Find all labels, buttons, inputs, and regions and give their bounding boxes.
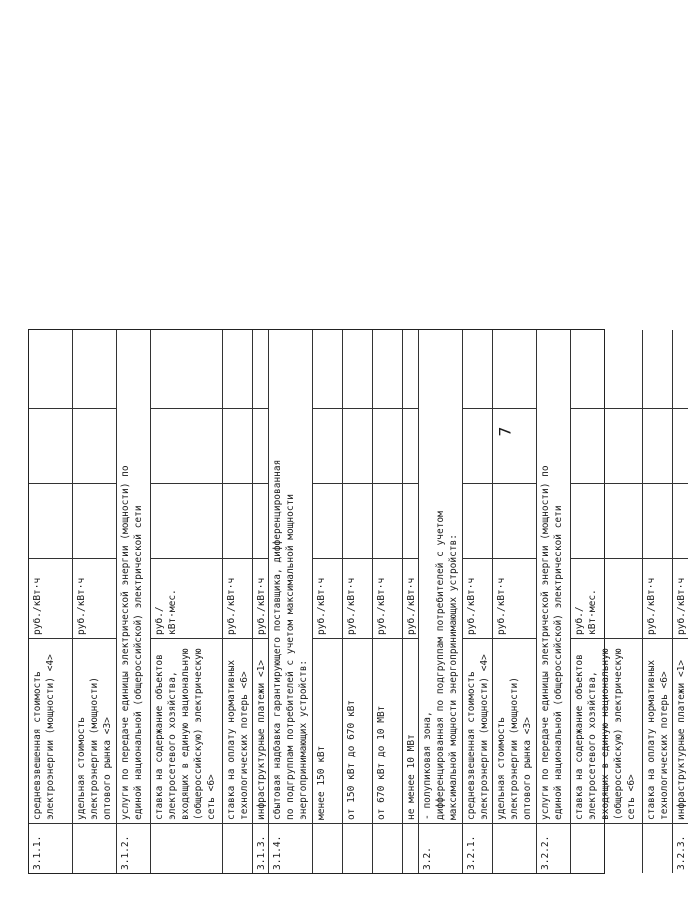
value-cell — [223, 330, 252, 408]
unit-cell: руб./кВт·ч — [463, 558, 492, 638]
section-heading: сбытовая надбавка гарантирующего поставщика, дифференцированная по подгруппам потребителей с учетом максимальной мощности энергопринимающих устройств: — [272, 459, 309, 820]
value-cell — [403, 483, 418, 558]
unit-cell: руб./кВт·ч — [223, 558, 252, 638]
value-cell — [313, 408, 342, 483]
page-number: 7 — [495, 426, 515, 437]
table-row — [673, 330, 688, 873]
table-row — [537, 330, 571, 873]
unit-cell: руб./ кВт·мес. — [571, 558, 642, 638]
section-heading: услуги по передаче единицы электрической энергии (мощности) по единой национальной (общероссийской) электрической сети — [120, 465, 144, 820]
value-cell — [223, 483, 252, 558]
indicator-name: средневзвешенная стоимость электроэнергии (мощности) <4> — [463, 638, 492, 823]
row-number — [373, 823, 402, 873]
unit-cell: руб./ кВт·мес. — [151, 558, 222, 638]
value-cell — [463, 408, 492, 483]
table-row — [223, 330, 253, 873]
row-number: 3.2.2. — [537, 823, 570, 873]
value-cell — [73, 408, 116, 483]
table-row — [493, 330, 537, 873]
row-number — [571, 823, 642, 873]
value-cell — [673, 330, 688, 408]
table-row — [253, 330, 269, 873]
indicator-name: не менее 10 МВт — [403, 638, 418, 823]
unit-cell: руб./кВт·ч — [253, 558, 268, 638]
value-cell — [571, 483, 642, 558]
indicator-name: ставка на оплату нормативных технологических потерь <6> — [223, 638, 252, 823]
indicator-name: от 150 кВт до 670 кВт — [343, 638, 372, 823]
value-cell — [373, 330, 402, 408]
row-number — [223, 823, 252, 873]
value-cell — [29, 483, 72, 558]
value-cell — [223, 408, 252, 483]
indicator-name: ставка на содержание объектов электросетевого хозяйства, входящих в единую национальную (общероссийскую) электрическую сеть <6> — [151, 638, 222, 823]
section-heading: - полупиковая зона, дифференцированная по подгруппам потребителей с учетом максимальной мощности энергопринимающих устройств: — [422, 511, 459, 820]
value-cell — [643, 330, 672, 408]
table-row — [463, 330, 493, 873]
row-number: 3.1.4. — [269, 823, 312, 873]
table-row — [373, 330, 403, 873]
value-cell — [151, 483, 222, 558]
table-row — [313, 330, 343, 873]
row-number — [493, 823, 536, 873]
value-cell — [493, 408, 536, 483]
value-cell — [463, 483, 492, 558]
indicator-name: от 670 кВт до 10 МВт — [373, 638, 402, 823]
row-number — [73, 823, 116, 873]
row-number — [343, 823, 372, 873]
indicator-name: удельная стоимость электроэнергии (мощности) оптового рынка <3> — [73, 638, 116, 823]
value-cell — [313, 483, 342, 558]
value-cell — [151, 408, 222, 483]
value-cell — [571, 330, 642, 408]
indicator-name: инфраструктурные платежи <1> — [253, 638, 268, 823]
tariff-table — [28, 329, 687, 874]
value-cell — [493, 330, 536, 408]
table-row — [73, 330, 117, 873]
table-row — [643, 330, 673, 873]
value-cell — [403, 330, 418, 408]
table-row — [29, 330, 73, 873]
value-cell — [403, 408, 418, 483]
unit-cell: руб./кВт·ч — [29, 558, 72, 638]
unit-cell: руб./кВт·ч — [673, 558, 688, 638]
value-cell — [571, 408, 642, 483]
unit-cell: руб./кВт·ч — [493, 558, 536, 638]
value-cell — [673, 483, 688, 558]
unit-cell: руб./кВт·ч — [73, 558, 116, 638]
section-heading: услуги по передаче единицы электрической энергии (мощности) по единой национальной (общероссийской) электрической сети — [540, 465, 564, 820]
row-number: 3.2.3. — [673, 823, 688, 873]
value-cell — [29, 330, 72, 408]
value-cell — [493, 483, 536, 558]
value-cell — [343, 330, 372, 408]
value-cell — [73, 483, 116, 558]
value-cell — [643, 483, 672, 558]
indicator-name: удельная стоимость электроэнергии (мощности) оптового рынка <3> — [493, 638, 536, 823]
indicator-name: средневзвешенная стоимость электроэнергии (мощности) <4> — [29, 638, 72, 823]
unit-cell: руб./кВт·ч — [403, 558, 418, 638]
row-number: 3.2. — [419, 823, 462, 873]
table-row — [571, 330, 643, 873]
unit-cell: руб./кВт·ч — [373, 558, 402, 638]
table-row — [269, 330, 313, 873]
table-row — [151, 330, 223, 873]
value-cell — [343, 408, 372, 483]
value-cell — [673, 408, 688, 483]
row-number — [643, 823, 672, 873]
indicator-name: ставка на содержание объектов электросетевого хозяйства, входящих в единую национальную (общероссийскую) электрическую сеть <6> — [571, 638, 642, 823]
value-cell — [643, 408, 672, 483]
value-cell — [29, 408, 72, 483]
row-number: 3.1.3. — [253, 823, 268, 873]
unit-cell: руб./кВт·ч — [643, 558, 672, 638]
value-cell — [253, 408, 268, 483]
indicator-name: менее 150 кВт — [313, 638, 342, 823]
indicator-name: ставка на оплату нормативных технологических потерь <6> — [643, 638, 672, 823]
row-number: 3.1.2. — [117, 823, 150, 873]
row-number — [151, 823, 222, 873]
value-cell — [463, 330, 492, 408]
row-number — [313, 823, 342, 873]
unit-cell: руб./кВт·ч — [313, 558, 342, 638]
value-cell — [313, 330, 342, 408]
row-number — [403, 823, 418, 873]
table-row — [117, 330, 151, 873]
value-cell — [253, 483, 268, 558]
value-cell — [73, 330, 116, 408]
table-row — [403, 330, 419, 873]
table-row — [343, 330, 373, 873]
unit-cell: руб./кВт·ч — [343, 558, 372, 638]
row-number: 3.1.1. — [29, 823, 72, 873]
value-cell — [253, 330, 268, 408]
value-cell — [151, 330, 222, 408]
row-number: 3.2.1. — [463, 823, 492, 873]
indicator-name: инфраструктурные платежи <1> — [673, 638, 688, 823]
value-cell — [373, 408, 402, 483]
value-cell — [343, 483, 372, 558]
table-row — [419, 330, 463, 873]
value-cell — [373, 483, 402, 558]
